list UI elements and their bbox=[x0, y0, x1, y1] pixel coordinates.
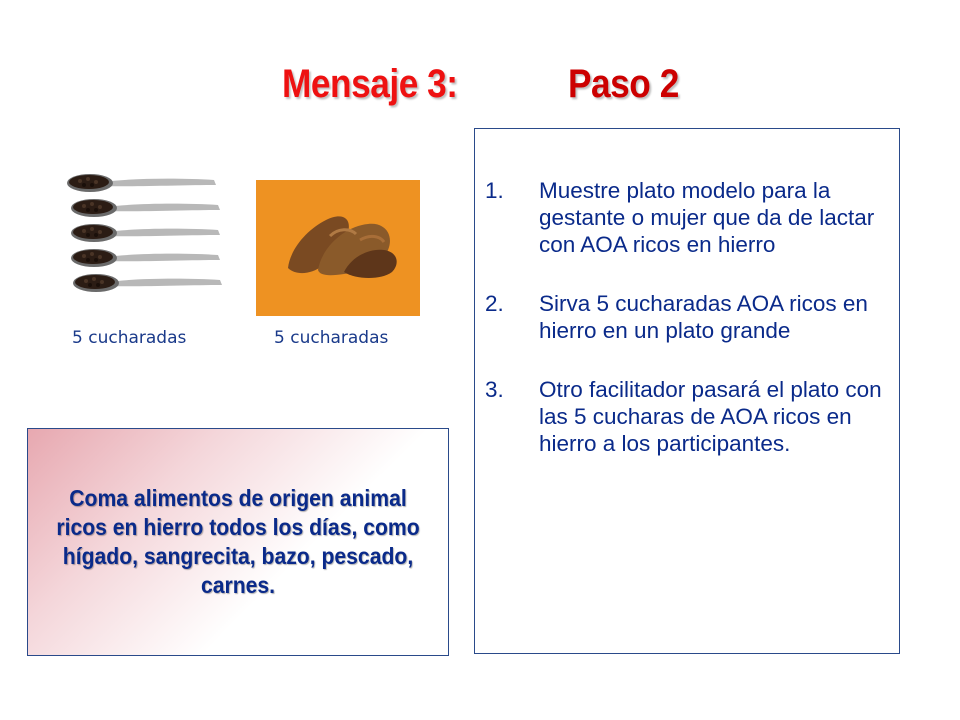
steps-list bbox=[475, 177, 899, 489]
key-message-box bbox=[27, 428, 449, 656]
liver-caption: 5 cucharadas bbox=[274, 328, 389, 348]
step-item bbox=[475, 290, 899, 344]
step-text: Otro facilitador pasará el plato con las 5 cucharas de AOA ricos en hierro a los participantes. bbox=[539, 377, 882, 456]
slide-title bbox=[0, 62, 960, 132]
step-item bbox=[475, 177, 899, 258]
spoon-icon bbox=[67, 174, 216, 192]
step-text: Sirva 5 cucharadas AOA ricos en hierro en un plato grande bbox=[539, 291, 868, 343]
key-message-text: Coma alimentos de origen animal ricos en hierro todos los días, como hígado, sangrecita, bazo, pescado, carnes. bbox=[56, 485, 420, 598]
spoons-with-sangrecita-image bbox=[62, 168, 222, 308]
spoons-caption: 5 cucharadas bbox=[72, 328, 187, 348]
liver-image bbox=[256, 180, 420, 316]
step-item bbox=[475, 376, 899, 457]
step-number: 2. bbox=[485, 291, 504, 316]
step-text: Muestre plato modelo para la gestante o mujer que da de lactar con AOA ricos en hierro bbox=[539, 178, 875, 257]
step-number: 1. bbox=[485, 178, 504, 203]
steps-box bbox=[474, 128, 900, 654]
title-message-number: Mensaje 3: bbox=[282, 62, 458, 106]
step-number: 3. bbox=[485, 377, 504, 402]
title-step-number: Paso 2 bbox=[568, 62, 679, 106]
